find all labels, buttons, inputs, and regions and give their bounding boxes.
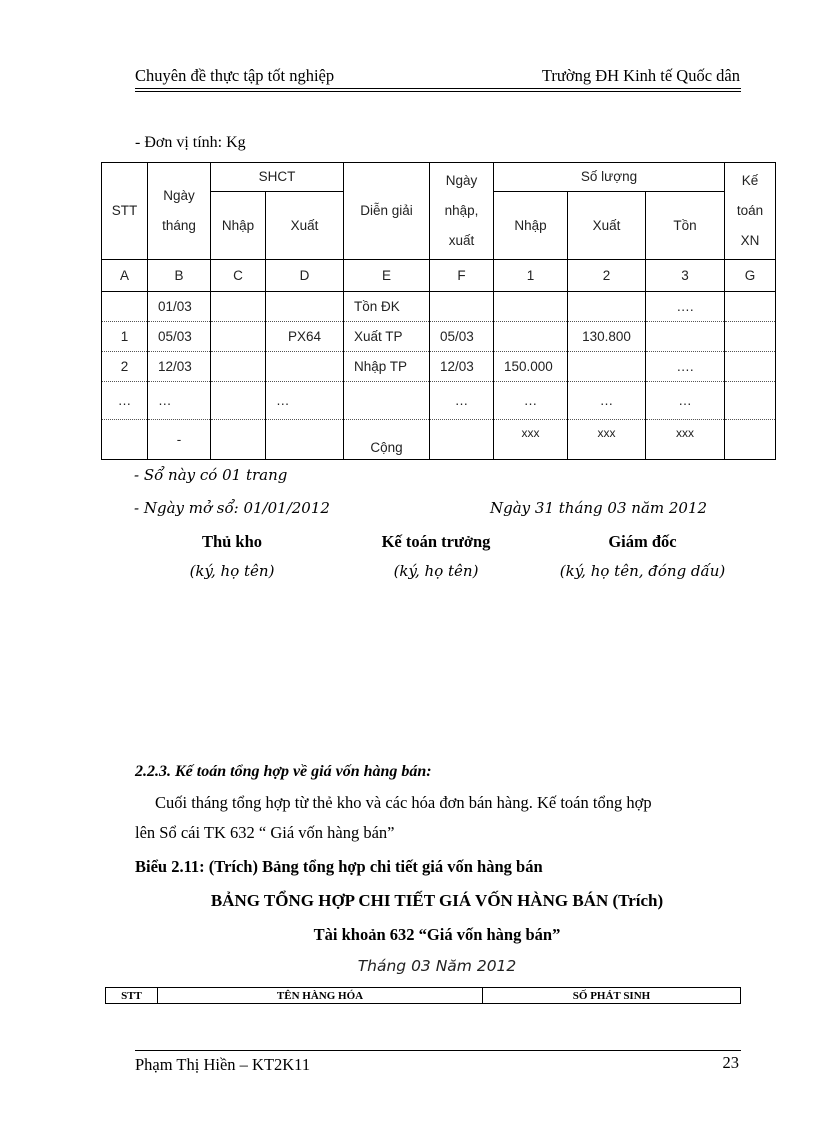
footer-author: Phạm Thị Hiền – KT2K11 (135, 1055, 311, 1074)
table-title: BẢNG TỔNG HỢP CHI TIẾT GIÁ VỐN HÀNG BÁN (Trích) (210, 891, 664, 910)
table-subtitle: Tài khoản 632 “Giá vốn hàng bán” (313, 925, 561, 944)
inventory-ledger-table (101, 162, 776, 460)
summary-col-amount: SỐ PHÁT SINH (483, 988, 741, 1004)
col-sl-ton: Tồn (646, 192, 725, 260)
section-heading: 2.2.3. Kế toán tổng hợp về giá vốn hàng bán: (135, 763, 432, 780)
col-ke-toan: Kế toán XN (725, 163, 776, 260)
figure-caption: Biểu 2.11: (Trích) Bảng tổng hợp chi tiết giá vốn hàng bán (135, 857, 543, 876)
column-letters-row (102, 260, 776, 292)
summary-col-stt: STT (106, 988, 158, 1004)
letter-cell: E (344, 260, 430, 292)
summary-col-name: TÊN HÀNG HÓA (158, 988, 483, 1004)
col-shct: SHCT (211, 163, 344, 192)
letter-cell: D (266, 260, 344, 292)
letter-cell: A (102, 260, 148, 292)
letter-cell: F (430, 260, 494, 292)
paragraph-line-1: Cuối tháng tổng hợp từ thẻ kho và các hóa đơn bán hàng. Kế toán tổng hợp (155, 793, 652, 812)
opened-date-note: - Ngày mở sổ: 01/01/2012 (134, 499, 330, 517)
header-right-title: Trường ĐH Kinh tế Quốc dân (541, 66, 740, 85)
header-divider (135, 88, 741, 89)
table-period: Tháng 03 Năm 2012 (357, 957, 517, 975)
signature-director: Giám đốc (ký, họ tên, đóng dấu) (559, 532, 726, 580)
table-row: … … … … … … … (102, 382, 776, 420)
col-dien-giai: Diễn giải (344, 163, 430, 260)
header-left-title: Chuyên đề thực tập tốt nghiệp (135, 66, 335, 85)
col-sl-xuat: Xuất (568, 192, 646, 260)
letter-cell: 3 (646, 260, 725, 292)
letter-cell: C (211, 260, 266, 292)
table-row: 01/03 Tồn ĐK …. (102, 292, 776, 322)
col-shct-xuat: Xuất (266, 192, 344, 260)
col-so-luong: Số lượng (494, 163, 725, 192)
table-row: 1 05/03 PX64 Xuất TP 05/03 130.800 (102, 322, 776, 352)
summary-header-row (106, 988, 741, 1004)
signature-storekeeper: Thủ kho (ký, họ tên) (189, 532, 275, 580)
col-ngay-nhap-xuat: Ngày nhập, xuất (430, 163, 494, 260)
page-number: 23 (722, 1053, 739, 1072)
paragraph-line-2: lên Sổ cái TK 632 “ Giá vốn hàng bán” (135, 823, 395, 842)
header-divider-thin (135, 91, 741, 92)
letter-cell: 1 (494, 260, 568, 292)
col-sl-nhap: Nhập (494, 192, 568, 260)
letter-cell: G (725, 260, 776, 292)
letter-cell: 2 (568, 260, 646, 292)
table-row: 2 12/03 Nhập TP 12/03 150.000 …. (102, 352, 776, 382)
col-ngay-thang: Ngày tháng (148, 163, 211, 260)
pages-note: - Sổ này có 01 trang (134, 466, 288, 484)
sign-date-note: Ngày 31 tháng 03 năm 2012 (490, 499, 708, 517)
unit-label: - Đơn vị tính: Kg (135, 134, 246, 151)
letter-cell: B (148, 260, 211, 292)
col-shct-nhap: Nhập (211, 192, 266, 260)
summary-table (105, 987, 741, 1004)
signature-chief-accountant: Kế toán trưởng (ký, họ tên) (381, 532, 491, 580)
col-stt: STT (102, 163, 148, 260)
footer-divider (135, 1050, 741, 1051)
total-row: - Cộng xxx xxx xxx (102, 420, 776, 460)
